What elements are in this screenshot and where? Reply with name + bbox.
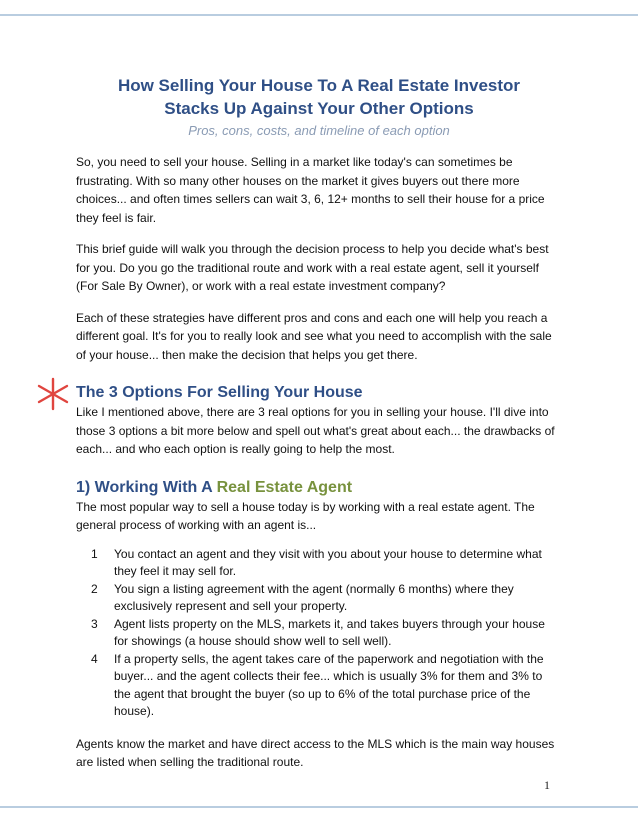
bottom-rule — [0, 806, 638, 808]
intro-paragraph-1: So, you need to sell your house. Selling in a market like today's can sometimes be frustrating. With so many other houses on the market it gives buyers out there more choices... and often times sellers can wait 3, 6, 12+ months to sell their house for a price they feel is fair. — [76, 155, 545, 225]
agent-heading-accent: Real Estate Agent — [216, 478, 353, 496]
page-subtitle: Pros, cons, costs, and timeline of each option — [188, 123, 450, 138]
list-item-text: Agent lists property on the MLS, markets it, and takes buyers through your house for showings (a house should show well to sell well). — [114, 616, 545, 648]
page-title — [76, 74, 562, 120]
list-item-number: 1 — [91, 546, 98, 561]
list-item-number: 4 — [91, 651, 98, 666]
top-rule — [0, 14, 638, 16]
document-page — [76, 74, 562, 772]
intro-paragraph-2: This brief guide will walk you through the decision process to help you decide what's best for you. Do you go the traditional route and work with a real estate agent, sell it yourself (For Sale By Owner), or work with a real estate investment company? — [76, 242, 549, 293]
agent-steps-list — [76, 546, 562, 721]
agent-closing: Agents know the market and have direct access to the MLS which is the main way houses are listed when selling the traditional route. — [76, 736, 555, 769]
title-line-1: How Selling Your House To A Real Estate Investor — [117, 76, 521, 95]
page-number: 1 — [544, 778, 550, 792]
list-item-text: If a property sells, the agent takes care of the paperwork and negotiation with the buyer... and the agent collects their fee... which is usually 3% for them and 3% to the agent that brought the buyer (so up to 6% of the total purchase price of the house). — [114, 651, 544, 718]
agent-body: The most popular way to sell a house today is by working with a real estate agent. The general process of working with an agent is... — [76, 499, 535, 532]
agent-heading — [76, 478, 562, 498]
list-item — [76, 616, 562, 651]
title-line-2: Stacks Up Against Your Other Options — [164, 99, 474, 118]
options-heading — [76, 383, 562, 403]
intro-paragraph-3: Each of these strategies have different pros and cons and each one will help you reach a different goal. It's for you to really look and see what you need to accomplish with the sale of your house... then make the decision that helps you get there. — [76, 310, 552, 362]
agent-heading-prefix: 1) Working With A — [76, 478, 217, 496]
list-item-text: You contact an agent and they visit with you about your house to determine what they feel it may sell for. — [114, 546, 542, 578]
list-item-number: 2 — [91, 581, 98, 596]
list-item-text: You sign a listing agreement with the agent (normally 6 months) where they exclusively represent and sell your property. — [114, 581, 514, 613]
list-item — [76, 581, 562, 616]
list-item-number: 3 — [91, 616, 98, 631]
options-heading-text: The 3 Options For Selling Your House — [76, 384, 363, 401]
list-item — [76, 546, 562, 581]
list-item — [76, 651, 562, 721]
asterisk-icon — [36, 377, 70, 411]
options-body: Like I mentioned above, there are 3 real options for you in selling your house. I'll dive into those 3 options a bit more below and spell out what's great about each... the drawbacks of each... and who each option is really going to help the most. — [76, 405, 555, 456]
